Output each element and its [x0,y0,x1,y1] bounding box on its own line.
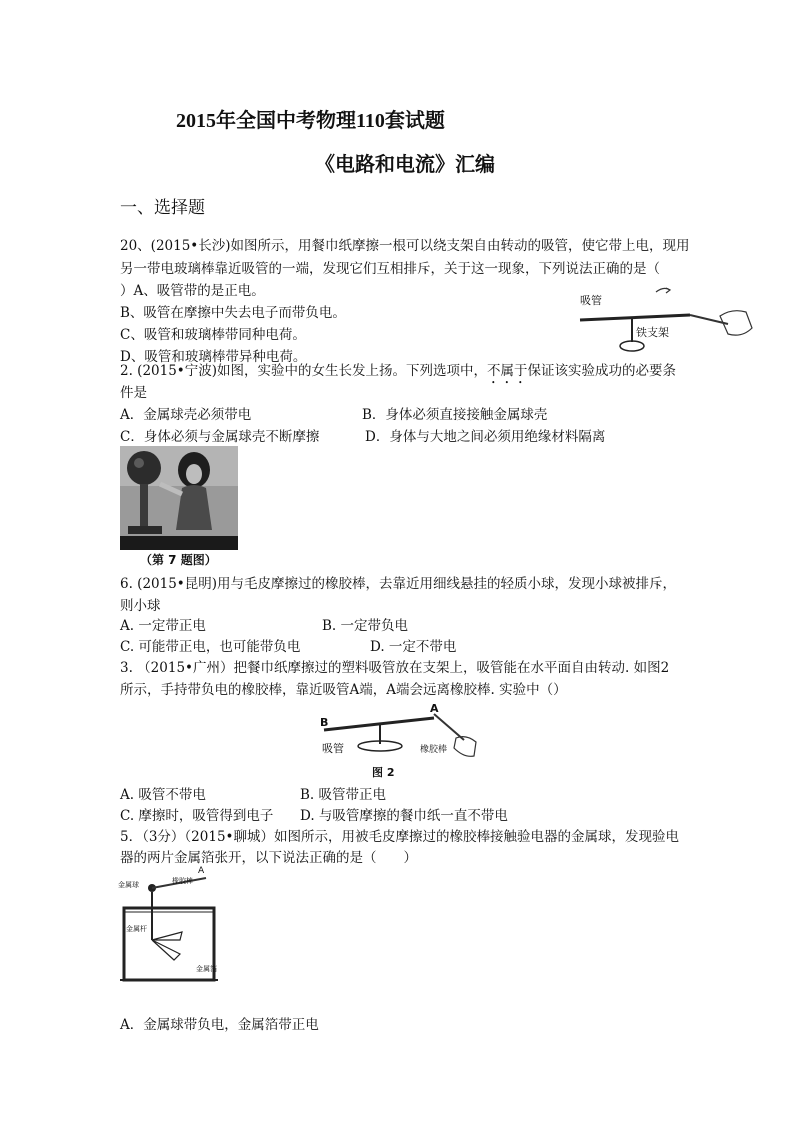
q2-option-b: B．身体必须直接接触金属球壳 [362,407,548,423]
q3-figure-straw-label: 吸管 [322,742,344,755]
q20-option-c: C、吸管和玻璃棒带同种电荷。 [120,327,306,343]
q3-figure-caption: 图 2 [372,766,395,779]
q3-option-a: A. 吸管不带电 [120,787,206,803]
q6-option-c: C. 可能带正电，也可能带负电 [120,639,301,655]
section-heading: 一、选择题 [120,198,205,218]
q3-line2: 所示，手持带负电的橡胶棒，靠近吸管A端，A端会远离橡胶棒. 实验中（） [120,682,567,698]
q20-figure-stand-label: 铁支架 [636,326,669,339]
q2-photo [120,446,238,550]
q20-line3: ）A、吸管带的是正电。 [120,283,265,299]
q2-line1-end: 保证该实验成功的必要条 [527,363,677,379]
q5-line2: 器的两片金属箔张开，以下说法正确的是（ ） [120,850,417,866]
q5-figure [118,866,230,990]
q2-line2: 件是 [120,385,147,401]
q20-figure-straw-label: 吸管 [580,294,602,307]
q3-figure [316,700,488,782]
q5-figure-bar-label: 金属杆 [126,925,147,933]
q3-figure-rod-label: 橡胶棒 [420,745,448,755]
q5-figure-ball-label: 金属球 [118,881,139,889]
q6-line2: 则小球 [120,598,161,614]
q5-figure-a-label: A [198,866,205,876]
q6-option-a: A. 一定带正电 [120,618,206,634]
q2-option-d: D．身体与大地之间必须用绝缘材料隔离 [365,429,606,445]
q2-line1 [120,361,676,387]
q20-line2: 另一带电玻璃棒靠近吸管的一端，发现它们互相排斥，关于这一现象，下列说法正确的是（ [120,261,660,277]
q20-figure [570,280,760,358]
q20-option-d: D、吸管和玻璃棒带异种电荷。 [120,349,307,365]
q2-line1-start: 2. (2015•宁波)如图，实验中的女生长发上扬。下列选项中， [120,363,488,379]
q3-line1: 3. （2015•广州）把餐巾纸摩擦过的塑料吸管放在支架上，吸管能在水平面自由转动. 如图2 [120,660,670,676]
page-title: 2015年全国中考物理110套试题 [176,110,445,132]
q3-option-d: D. 与吸管摩擦的餐巾纸一直不带电 [300,808,508,824]
q20-option-b: B、吸管在摩擦中失去电子而带负电。 [120,305,346,321]
q6-option-d: D. 一定不带电 [370,639,457,655]
q5-figure-foil-label: 金属箔 [196,965,217,973]
q2-option-c: C．身体必须与金属球壳不断摩擦 [120,429,320,445]
q5-option-a: A．金属球带负电，金属箔带正电 [120,1017,319,1033]
q6-line1: 6. (2015•昆明)用与毛皮摩擦过的橡胶棒，去靠近用细线悬挂的轻质小球，发现小球被排斥， [120,576,677,592]
q3-figure-a-label: A [430,702,439,715]
q2-photo-caption: （第 7 题图） [140,553,217,567]
q5-line1: 5．（3分）（2015•聊城）如图所示，用被毛皮摩擦过的橡胶棒接触验电器的金属球，发现验电 [120,829,679,845]
q6-option-b: B. 一定带负电 [322,618,409,634]
q20-line1: 20、(2015•长沙)如图所示，用餐巾纸摩擦一根可以绕支架自由转动的吸管，使它带上电，现用 [120,238,690,254]
girl-van-de-graaff-photo [120,446,238,550]
q3-figure-b-label: B [320,716,329,729]
q2-line1-emphasis: 不属于 [487,363,528,379]
q3-option-c: C. 摩擦时，吸管得到电子 [120,808,274,824]
q5-figure-rod-label: 橡胶棒 [172,877,193,885]
q2-option-a: A．金属球壳必须带电 [120,407,252,423]
q3-option-b: B. 吸管带正电 [300,787,387,803]
page-subtitle: 《电路和电流》汇编 [315,154,495,176]
